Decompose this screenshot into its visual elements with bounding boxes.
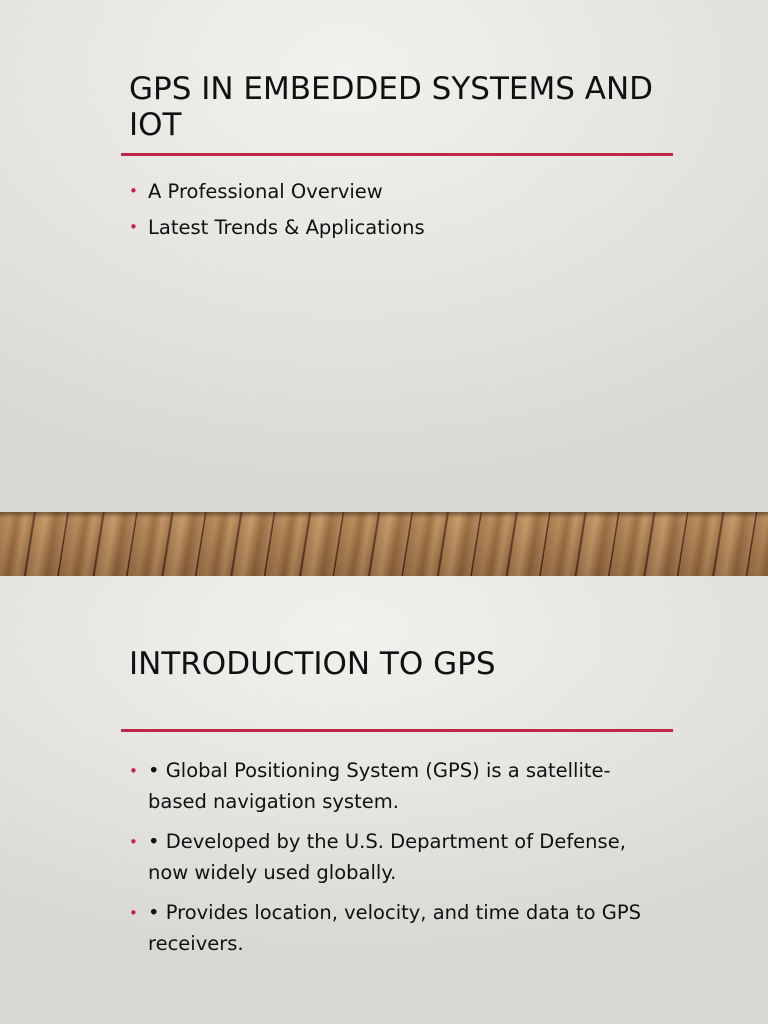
title-divider (121, 153, 673, 156)
bullet-icon: • (129, 762, 138, 780)
bullet-item (129, 756, 669, 817)
bullet-item (129, 179, 669, 204)
bullet-text: Latest Trends & Applications (148, 216, 425, 239)
bullet-item (129, 898, 669, 959)
bullet-icon: • (129, 182, 138, 200)
bullet-item (129, 827, 669, 888)
bullet-list (129, 179, 669, 251)
slide-title: INTRODUCTION TO GPS (129, 646, 496, 682)
bullet-icon: • (129, 218, 138, 236)
bullet-text: • Global Positioning System (GPS) is a satellite-based navigation system. (148, 759, 611, 813)
bullet-list (129, 756, 669, 969)
wood-floor-decoration (0, 512, 768, 576)
bullet-icon: • (129, 904, 138, 922)
slide-2 (0, 576, 768, 1024)
bullet-item (129, 215, 669, 240)
slide-title: GPS IN EMBEDDED SYSTEMS AND IOT (129, 71, 654, 143)
bullet-text: • Provides location, velocity, and time data to GPS receivers. (148, 901, 641, 955)
title-divider (121, 729, 673, 732)
bullet-text: A Professional Overview (148, 180, 383, 203)
bullet-icon: • (129, 833, 138, 851)
bullet-text: • Developed by the U.S. Department of Defense, now widely used globally. (148, 830, 626, 884)
